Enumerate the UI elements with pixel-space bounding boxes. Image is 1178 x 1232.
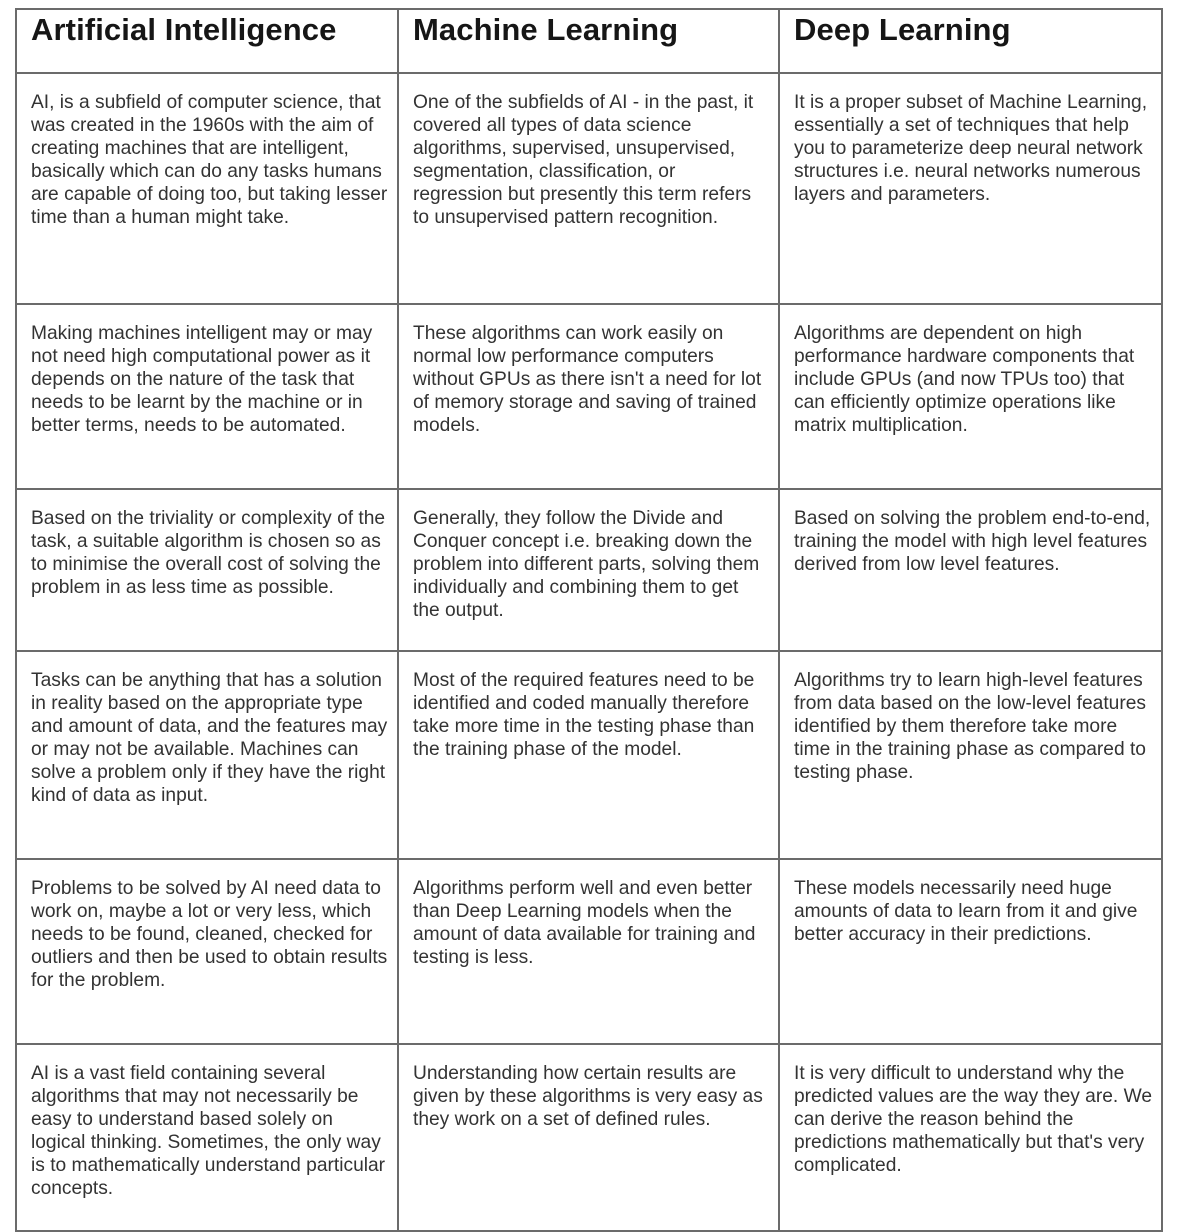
cell-ai-data: Problems to be solved by AI need data to work on, maybe a lot or very less, which needs to be found, cleaned, checked for outliers and then be used to obtain results for the problem. (16, 859, 398, 1044)
header-deep-learning: Deep Learning (779, 9, 1162, 73)
table-row (16, 1044, 1162, 1231)
cell-dl-definition: It is a proper subset of Machine Learning, essentially a set of techniques that help you to parameterize deep neural network structures i.e. neural networks numerous layers and parameters. (779, 73, 1162, 304)
header-machine-learning: Machine Learning (398, 9, 779, 73)
cell-ai-definition: AI, is a subfield of computer science, that was created in the 1960s with the aim of creating machines that are intelligent, basically which can do any tasks humans are capable of doing too, but taking lesser time than a human might take. (16, 73, 398, 304)
comparison-table (15, 8, 1163, 1232)
cell-dl-data: These models necessarily need huge amounts of data to learn from it and give better accuracy in their predictions. (779, 859, 1162, 1044)
table-row (16, 489, 1162, 651)
cell-ai-features: Tasks can be anything that has a solution in reality based on the appropriate type and amount of data, and the features may or may not be available. Machines can solve a problem only if they have the right kind of data as input. (16, 651, 398, 859)
cell-ml-features: Most of the required features need to be identified and coded manually therefore take more time in the testing phase than the training phase of the model. (398, 651, 779, 859)
cell-ml-interpretability: Understanding how certain results are given by these algorithms is very easy as they work on a set of defined rules. (398, 1044, 779, 1231)
table-row (16, 304, 1162, 489)
cell-ai-approach: Based on the triviality or complexity of the task, a suitable algorithm is chosen so as to minimise the overall cost of solving the problem in as less time as possible. (16, 489, 398, 651)
cell-ai-hardware: Making machines intelligent may or may not need high computational power as it depends on the nature of the task that needs to be learnt by the machine or in better terms, needs to be automated. (16, 304, 398, 489)
table-row (16, 73, 1162, 304)
cell-dl-features: Algorithms try to learn high-level features from data based on the low-level features identified by them therefore take more time in the training phase as compared to testing phase. (779, 651, 1162, 859)
cell-dl-hardware: Algorithms are dependent on high performance hardware components that include GPUs (and now TPUs too) that can efficiently optimize operations like matrix multiplication. (779, 304, 1162, 489)
comparison-document (15, 8, 1161, 1222)
table-row (16, 651, 1162, 859)
cell-dl-interpretability: It is very difficult to understand why the predicted values are the way they are. We can derive the reason behind the predictions mathematically but that's very complicated. (779, 1044, 1162, 1231)
header-artificial-intelligence: Artificial Intelligence (16, 9, 398, 73)
cell-ml-approach: Generally, they follow the Divide and Conquer concept i.e. breaking down the problem into different parts, solving them individually and combining them to get the output. (398, 489, 779, 651)
header-row (16, 9, 1162, 73)
cell-ml-data: Algorithms perform well and even better than Deep Learning models when the amount of data available for training and testing is less. (398, 859, 779, 1044)
cell-ai-interpretability: AI is a vast field containing several algorithms that may not necessarily be easy to understand based solely on logical thinking. Sometimes, the only way is to mathematically understand particular concepts. (16, 1044, 398, 1231)
cell-ml-definition: One of the subfields of AI - in the past, it covered all types of data science algorithms, supervised, unsupervised, segmentation, classification, or regression but presently this term refers to unsupervised pattern recognition. (398, 73, 779, 304)
table-row (16, 859, 1162, 1044)
cell-ml-hardware: These algorithms can work easily on normal low performance computers without GPUs as there isn't a need for lot of memory storage and saving of trained models. (398, 304, 779, 489)
cell-dl-approach: Based on solving the problem end-to-end, training the model with high level features derived from low level features. (779, 489, 1162, 651)
